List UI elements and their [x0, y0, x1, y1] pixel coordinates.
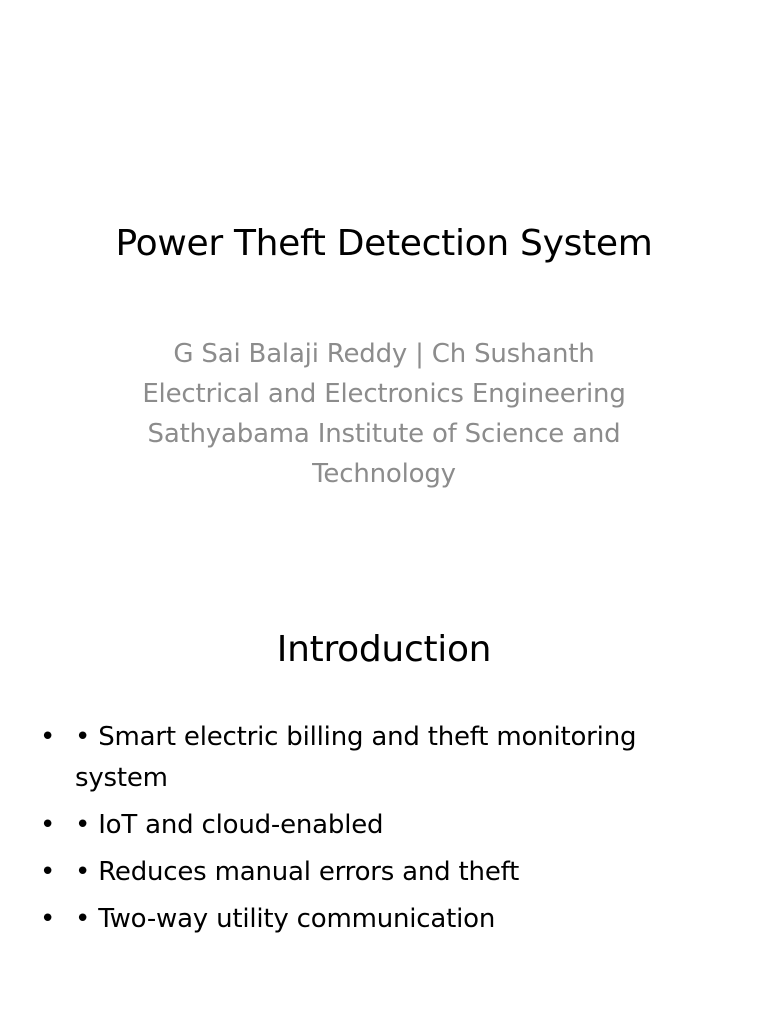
presentation-title: Power Theft Detection System — [115, 223, 653, 264]
bullet-item — [40, 899, 730, 940]
department-line: Electrical and Electronics Engineering — [142, 379, 626, 409]
bullet-item — [40, 852, 730, 893]
bullet-text: • Smart electric billing and theft monitoring system — [75, 722, 637, 793]
bullet-marker: • — [40, 810, 56, 840]
bullet-marker: • — [40, 722, 56, 752]
bullet-text: • IoT and cloud-enabled — [75, 810, 384, 840]
subtitle-block — [100, 334, 668, 494]
bullet-item — [40, 805, 730, 846]
bullet-text: • Reduces manual errors and theft — [75, 857, 520, 887]
section-heading: Introduction — [276, 629, 492, 670]
institution-line: Sathyabama Institute of Science and Technology — [147, 419, 621, 489]
bullet-list — [40, 717, 730, 946]
bullet-text: • Two-way utility communication — [75, 904, 496, 934]
bullet-marker: • — [40, 904, 56, 934]
authors-line: G Sai Balaji Reddy | Ch Sushanth — [173, 339, 595, 369]
bullet-marker: • — [40, 857, 56, 887]
bullet-item — [40, 717, 730, 799]
introduction-slide — [0, 576, 768, 1024]
